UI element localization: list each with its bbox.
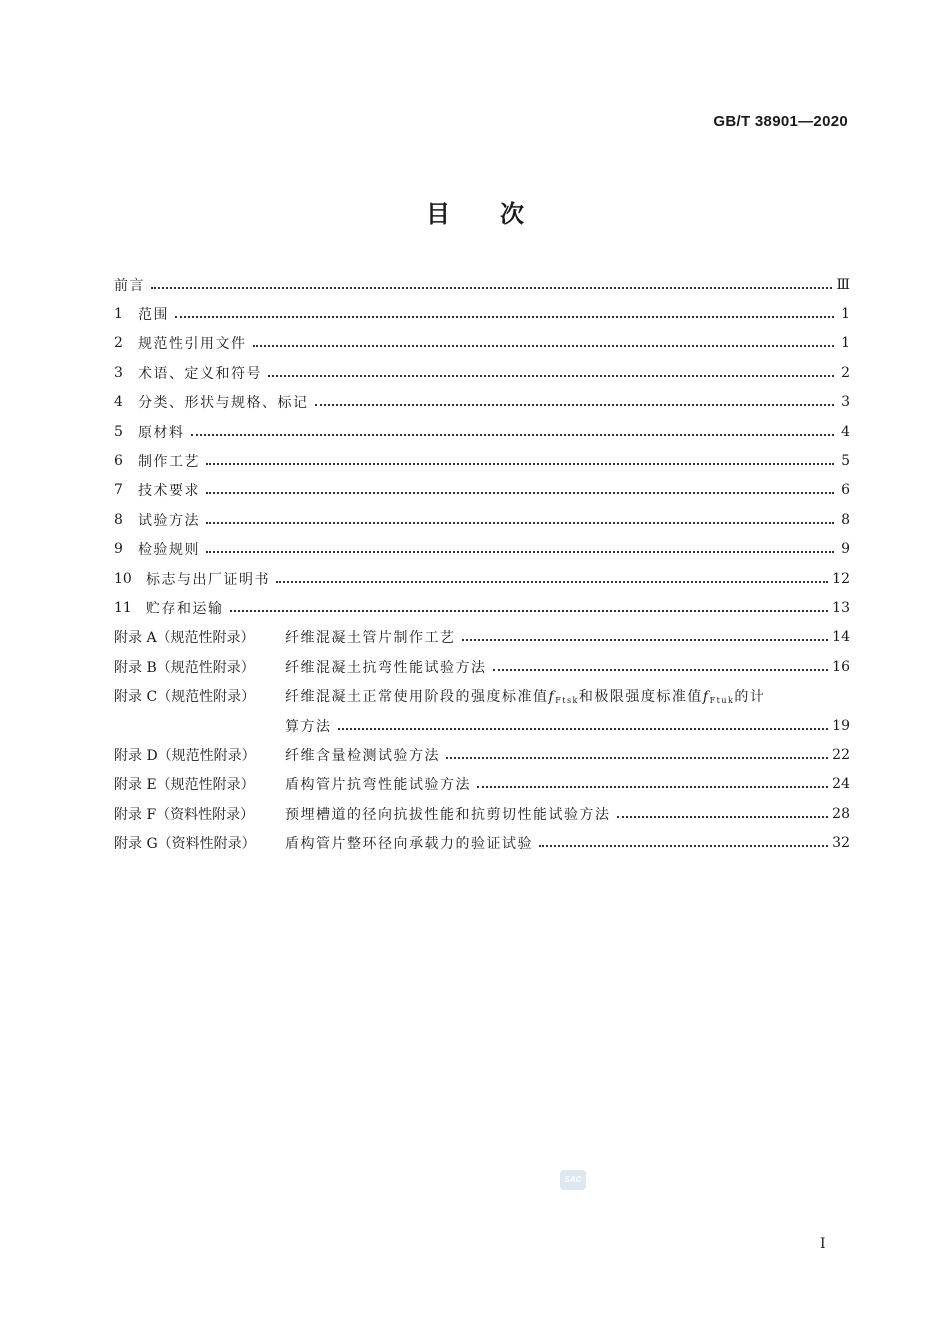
toc-entry-page: 8 <box>841 511 850 528</box>
toc-annex-g[interactable] <box>114 828 850 857</box>
toc-entry-page: 32 <box>832 835 850 852</box>
toc-entry-title: 纤维含量检测试验方法 <box>285 747 440 764</box>
toc-annex-c-continuation[interactable] <box>114 711 850 740</box>
toc-annex-e[interactable] <box>114 770 850 799</box>
toc-entry-title: 规范性引用文件 <box>138 336 247 353</box>
toc-entry[interactable] <box>114 476 850 505</box>
toc-entry-page: 3 <box>841 394 850 411</box>
title-part: 纤维混凝土正常使用阶段的强度标准值 <box>285 689 549 706</box>
toc-entry-page: Ⅲ <box>836 276 850 293</box>
toc-entry[interactable] <box>114 535 850 564</box>
toc-entry-title: 纤维混凝土管片制作工艺 <box>285 630 456 647</box>
toc-entry[interactable] <box>114 417 850 446</box>
symbol-f: f <box>702 689 710 706</box>
toc-entry-title: 纤维混凝土抗弯性能试验方法 <box>285 659 487 676</box>
toc-entry-number: 6 <box>114 453 123 470</box>
toc-entry-number: 3 <box>114 364 123 381</box>
toc-entry-title: 分类、形状与规格、标记 <box>138 395 309 412</box>
dot-leader <box>338 724 829 730</box>
sac-watermark-logo: SAC <box>560 1170 586 1190</box>
table-of-contents <box>114 270 850 858</box>
toc-entry-title: 标志与出厂证明书 <box>146 571 270 588</box>
page-number: I <box>820 1236 826 1252</box>
title-part: 的计 <box>734 689 766 706</box>
dot-leader <box>253 341 835 347</box>
toc-entry[interactable] <box>114 388 850 417</box>
toc-entry-title: 范围 <box>138 307 169 324</box>
toc-entry-title: 算方法 <box>285 718 332 735</box>
annex-label: 附录 E（规范性附录） <box>114 777 255 794</box>
dot-leader <box>617 812 829 818</box>
dot-leader <box>477 782 828 788</box>
dot-leader <box>539 841 828 847</box>
toc-entry-number: 5 <box>114 423 123 440</box>
dot-leader <box>230 606 829 612</box>
page-title: 目次 <box>426 199 574 228</box>
toc-entry-title <box>285 686 765 706</box>
toc-entry[interactable] <box>114 593 850 622</box>
toc-entry-page: 2 <box>841 364 850 381</box>
toc-entry-page: 19 <box>832 717 850 734</box>
toc-entry[interactable] <box>114 358 850 387</box>
toc-entry-title: 原材料 <box>138 424 185 441</box>
toc-entry-number: 2 <box>114 335 123 352</box>
standard-code: GB/T 38901—2020 <box>713 113 848 130</box>
dot-leader <box>446 753 828 759</box>
dot-leader <box>206 488 834 494</box>
toc-entry-page: 16 <box>832 658 850 675</box>
dot-leader <box>206 547 834 553</box>
dot-leader <box>462 635 829 641</box>
toc-entry-page: 1 <box>841 306 850 323</box>
toc-entry-title: 前言 <box>114 277 145 294</box>
dot-leader <box>276 577 828 583</box>
toc-entry-number: 10 <box>114 570 132 587</box>
toc-entry-title: 盾构管片抗弯性能试验方法 <box>285 777 471 794</box>
toc-entry-number: 7 <box>114 482 123 499</box>
title-part: 和极限强度标准值 <box>578 689 703 706</box>
toc-entry-number: 11 <box>114 599 132 616</box>
toc-annex-a[interactable] <box>114 623 850 652</box>
toc-entry[interactable] <box>114 446 850 475</box>
symbol-subscript: Ftuk <box>709 696 735 706</box>
toc-entry-title: 盾构管片整环径向承载力的验证试验 <box>285 836 533 853</box>
toc-entry-foreword[interactable] <box>114 270 850 299</box>
toc-entry-page: 6 <box>841 482 850 499</box>
toc-entry-page: 1 <box>841 335 850 352</box>
toc-entry-title: 贮存和运输 <box>146 600 224 617</box>
toc-entry[interactable] <box>114 299 850 328</box>
toc-annex-b[interactable] <box>114 652 850 681</box>
dot-leader <box>151 283 832 289</box>
dot-leader <box>175 312 834 318</box>
toc-annex-d[interactable] <box>114 740 850 769</box>
toc-entry[interactable] <box>114 564 850 593</box>
toc-entry-page: 14 <box>832 629 850 646</box>
toc-entry-page: 28 <box>832 805 850 822</box>
dot-leader <box>315 400 835 406</box>
toc-entry-page: 24 <box>832 776 850 793</box>
toc-entry-title: 术语、定义和符号 <box>138 365 262 382</box>
toc-entry-page: 13 <box>832 599 850 616</box>
dot-leader <box>206 518 834 524</box>
annex-label: 附录 A（规范性附录） <box>114 630 255 647</box>
toc-entry-title: 技术要求 <box>138 483 200 500</box>
toc-entry-page: 4 <box>841 423 850 440</box>
dot-leader <box>493 665 829 671</box>
toc-entry-number: 4 <box>114 394 123 411</box>
toc-entry-number: 1 <box>114 306 123 323</box>
toc-entry[interactable] <box>114 505 850 534</box>
dot-leader <box>206 459 834 465</box>
annex-label: 附录 B（规范性附录） <box>114 659 255 676</box>
annex-label: 附录 G（资料性附录） <box>114 836 256 853</box>
toc-entry-title: 预埋槽道的径向抗拔性能和抗剪切性能试验方法 <box>285 806 611 823</box>
toc-entry-number: 8 <box>114 511 123 528</box>
toc-entry-page: 12 <box>832 570 850 587</box>
symbol-subscript: Ftsk <box>555 696 579 706</box>
toc-entry-title: 制作工艺 <box>138 454 200 471</box>
toc-entry-page: 22 <box>832 746 850 763</box>
toc-entry-title: 试验方法 <box>138 512 200 529</box>
toc-entry[interactable] <box>114 329 850 358</box>
dot-leader <box>268 371 834 377</box>
annex-label: 附录 D（规范性附录） <box>114 747 256 764</box>
toc-entry-page: 9 <box>841 541 850 558</box>
toc-entry-title: 检验规则 <box>138 542 200 559</box>
toc-entry-page: 5 <box>841 453 850 470</box>
toc-annex-c[interactable] <box>114 681 850 710</box>
annex-label: 附录 C（规范性附录） <box>114 689 256 706</box>
symbol-f: f <box>548 689 556 706</box>
toc-annex-f[interactable] <box>114 799 850 828</box>
toc-entry-number: 9 <box>114 541 123 558</box>
annex-label: 附录 F（资料性附录） <box>114 806 255 823</box>
dot-leader <box>191 430 835 436</box>
